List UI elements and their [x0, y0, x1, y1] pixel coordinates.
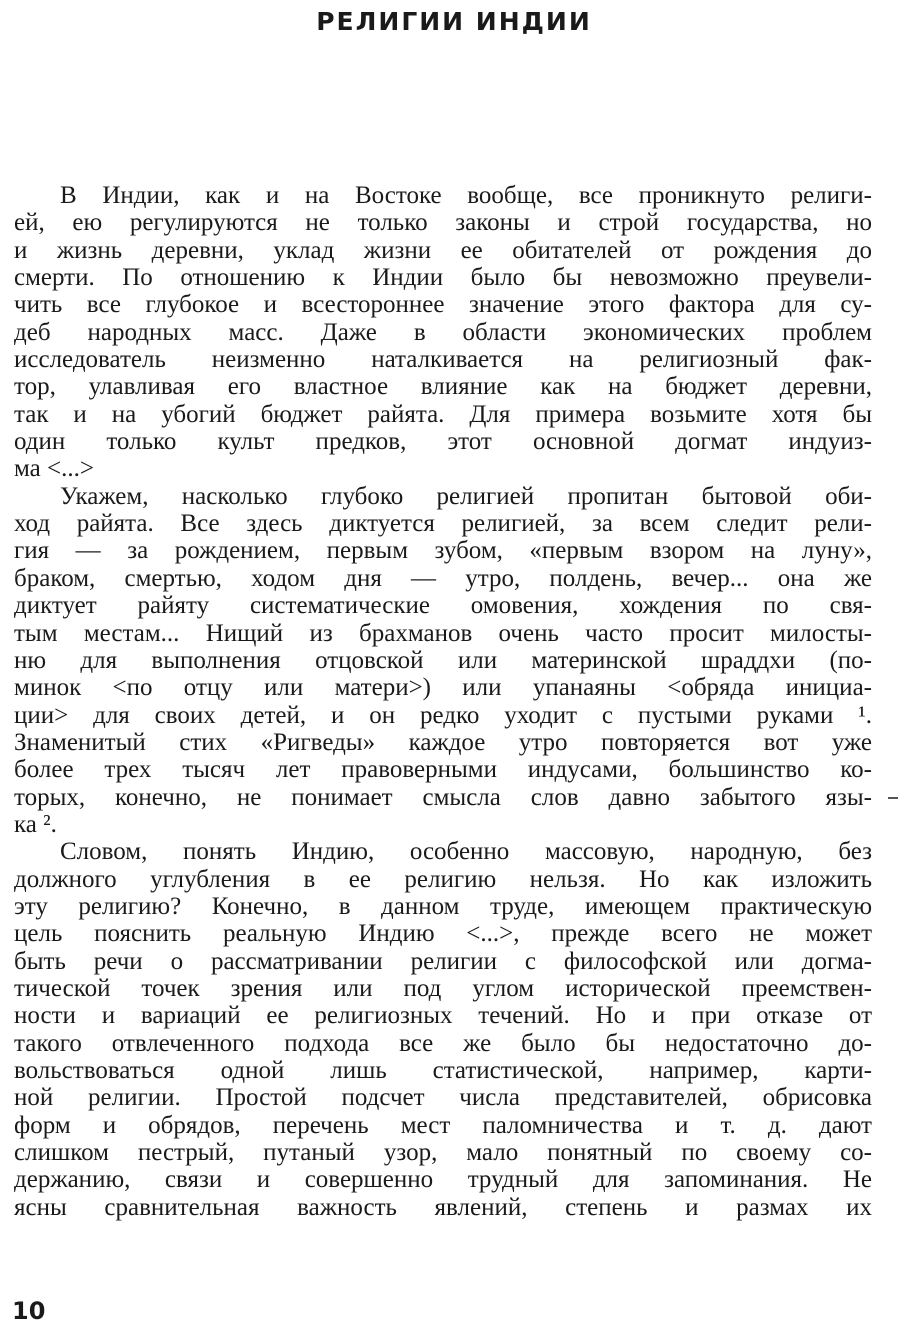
text-line: ход райята. Все здесь диктуется религией, за всем следит рели- [14, 510, 872, 538]
text-line: тической точек зрения или под углом исторической преемствен- [14, 974, 872, 1002]
text-line: смерти. По отношению к Индии было бы невозможно преувели- [14, 264, 872, 292]
text-line: минок <по отцу или матери>) или упанаяны <обряда инициа- [14, 674, 872, 702]
text-line: чить все глубокое и всестороннее значение этого фактора для су- [14, 291, 872, 319]
text-line: и жизнь деревни, уклад жизни ее обитателей от рождения до [14, 236, 872, 264]
text-line: слишком пестрый, путаный узор, мало понятный по своему со- [14, 1139, 872, 1167]
chapter-title: РЕЛИГИИ ИНДИИ [316, 7, 592, 36]
text-line: деб народных масс. Даже в области экономических проблем [14, 318, 872, 346]
text-line: форм и обрядов, перечень мест паломничества и т. д. дают [14, 1111, 872, 1139]
text-line: ка ². [14, 810, 57, 838]
body-text [14, 182, 872, 1221]
page-number: 10 [12, 1297, 46, 1325]
text-line: так и на убогий бюджет райята. Для примера возьмите хотя бы [14, 400, 872, 428]
text-line: диктует райяту систематические омовения, хождения по свя- [14, 592, 872, 620]
paragraph-2 [14, 483, 872, 838]
text-line: ясны сравнительная важность явлений, степень и размах их [14, 1193, 872, 1221]
text-line: Знаменитый стих «Ригведы» каждое утро повторяется вот уже [14, 728, 872, 756]
text-line: более трех тысяч лет правоверными индусами, большинство ко- [14, 756, 872, 784]
text-line: Укажем, насколько глубоко религией пропитан бытовой оби- [60, 482, 872, 510]
text-line: исследователь неизменно наталкивается на религиозный фак- [14, 346, 872, 374]
text-line: должного углубления в ее религию нельзя. Но как изложить [14, 865, 872, 893]
text-line: торых, конечно, не понимает смысла слов давно забытого язы- [14, 783, 872, 811]
text-line: ню для выполнения отцовской или материнской шраддхи (по- [14, 646, 872, 674]
text-line: ности и вариаций ее религиозных течений. Но и при отказе от [14, 1002, 872, 1030]
text-line: ей, ею регулируются не только законы и строй государства, но [14, 209, 872, 237]
margin-mark [888, 797, 898, 799]
text-line: ной религии. Простой подсчет числа представителей, обрисовка [14, 1084, 872, 1112]
text-line: гия — за рождением, первым зубом, «первым взором на луну», [14, 537, 872, 565]
text-line: Словом, понять Индию, особенно массовую, народную, без [60, 838, 872, 866]
text-line: такого отвлеченного подхода все же было бы недостаточно до- [14, 1029, 872, 1057]
text-line: эту религию? Конечно, в данном труде, имеющем практическую [14, 892, 872, 920]
paragraph-3 [14, 838, 872, 1221]
text-line: ции> для своих детей, и он редко уходит с пустыми руками ¹. [14, 701, 872, 729]
text-line: цель пояснить реальную Индию <...>, прежде всего не может [14, 920, 872, 948]
text-line: ма <...> [14, 455, 94, 483]
text-line: тым местам... Нищий из брахманов очень часто просит милосты- [14, 619, 872, 647]
text-line: вольствоваться одной лишь статистической, например, карти- [14, 1057, 872, 1084]
paragraph-1 [14, 182, 872, 483]
text-line: один только культ предков, этот основной догмат индуиз- [14, 428, 872, 456]
text-line: тор, улавливая его властное влияние как на бюджет деревни, [14, 373, 872, 401]
text-line: держанию, связи и совершенно трудный для запоминания. Не [14, 1166, 872, 1194]
text-line: браком, смертью, ходом дня — утро, полдень, вечер... она же [14, 564, 872, 592]
text-line: В Индии, как и на Востоке вообще, все проникнуто религи- [60, 182, 872, 209]
text-line: быть речи о рассматривании религии с философской или догма- [14, 947, 872, 975]
